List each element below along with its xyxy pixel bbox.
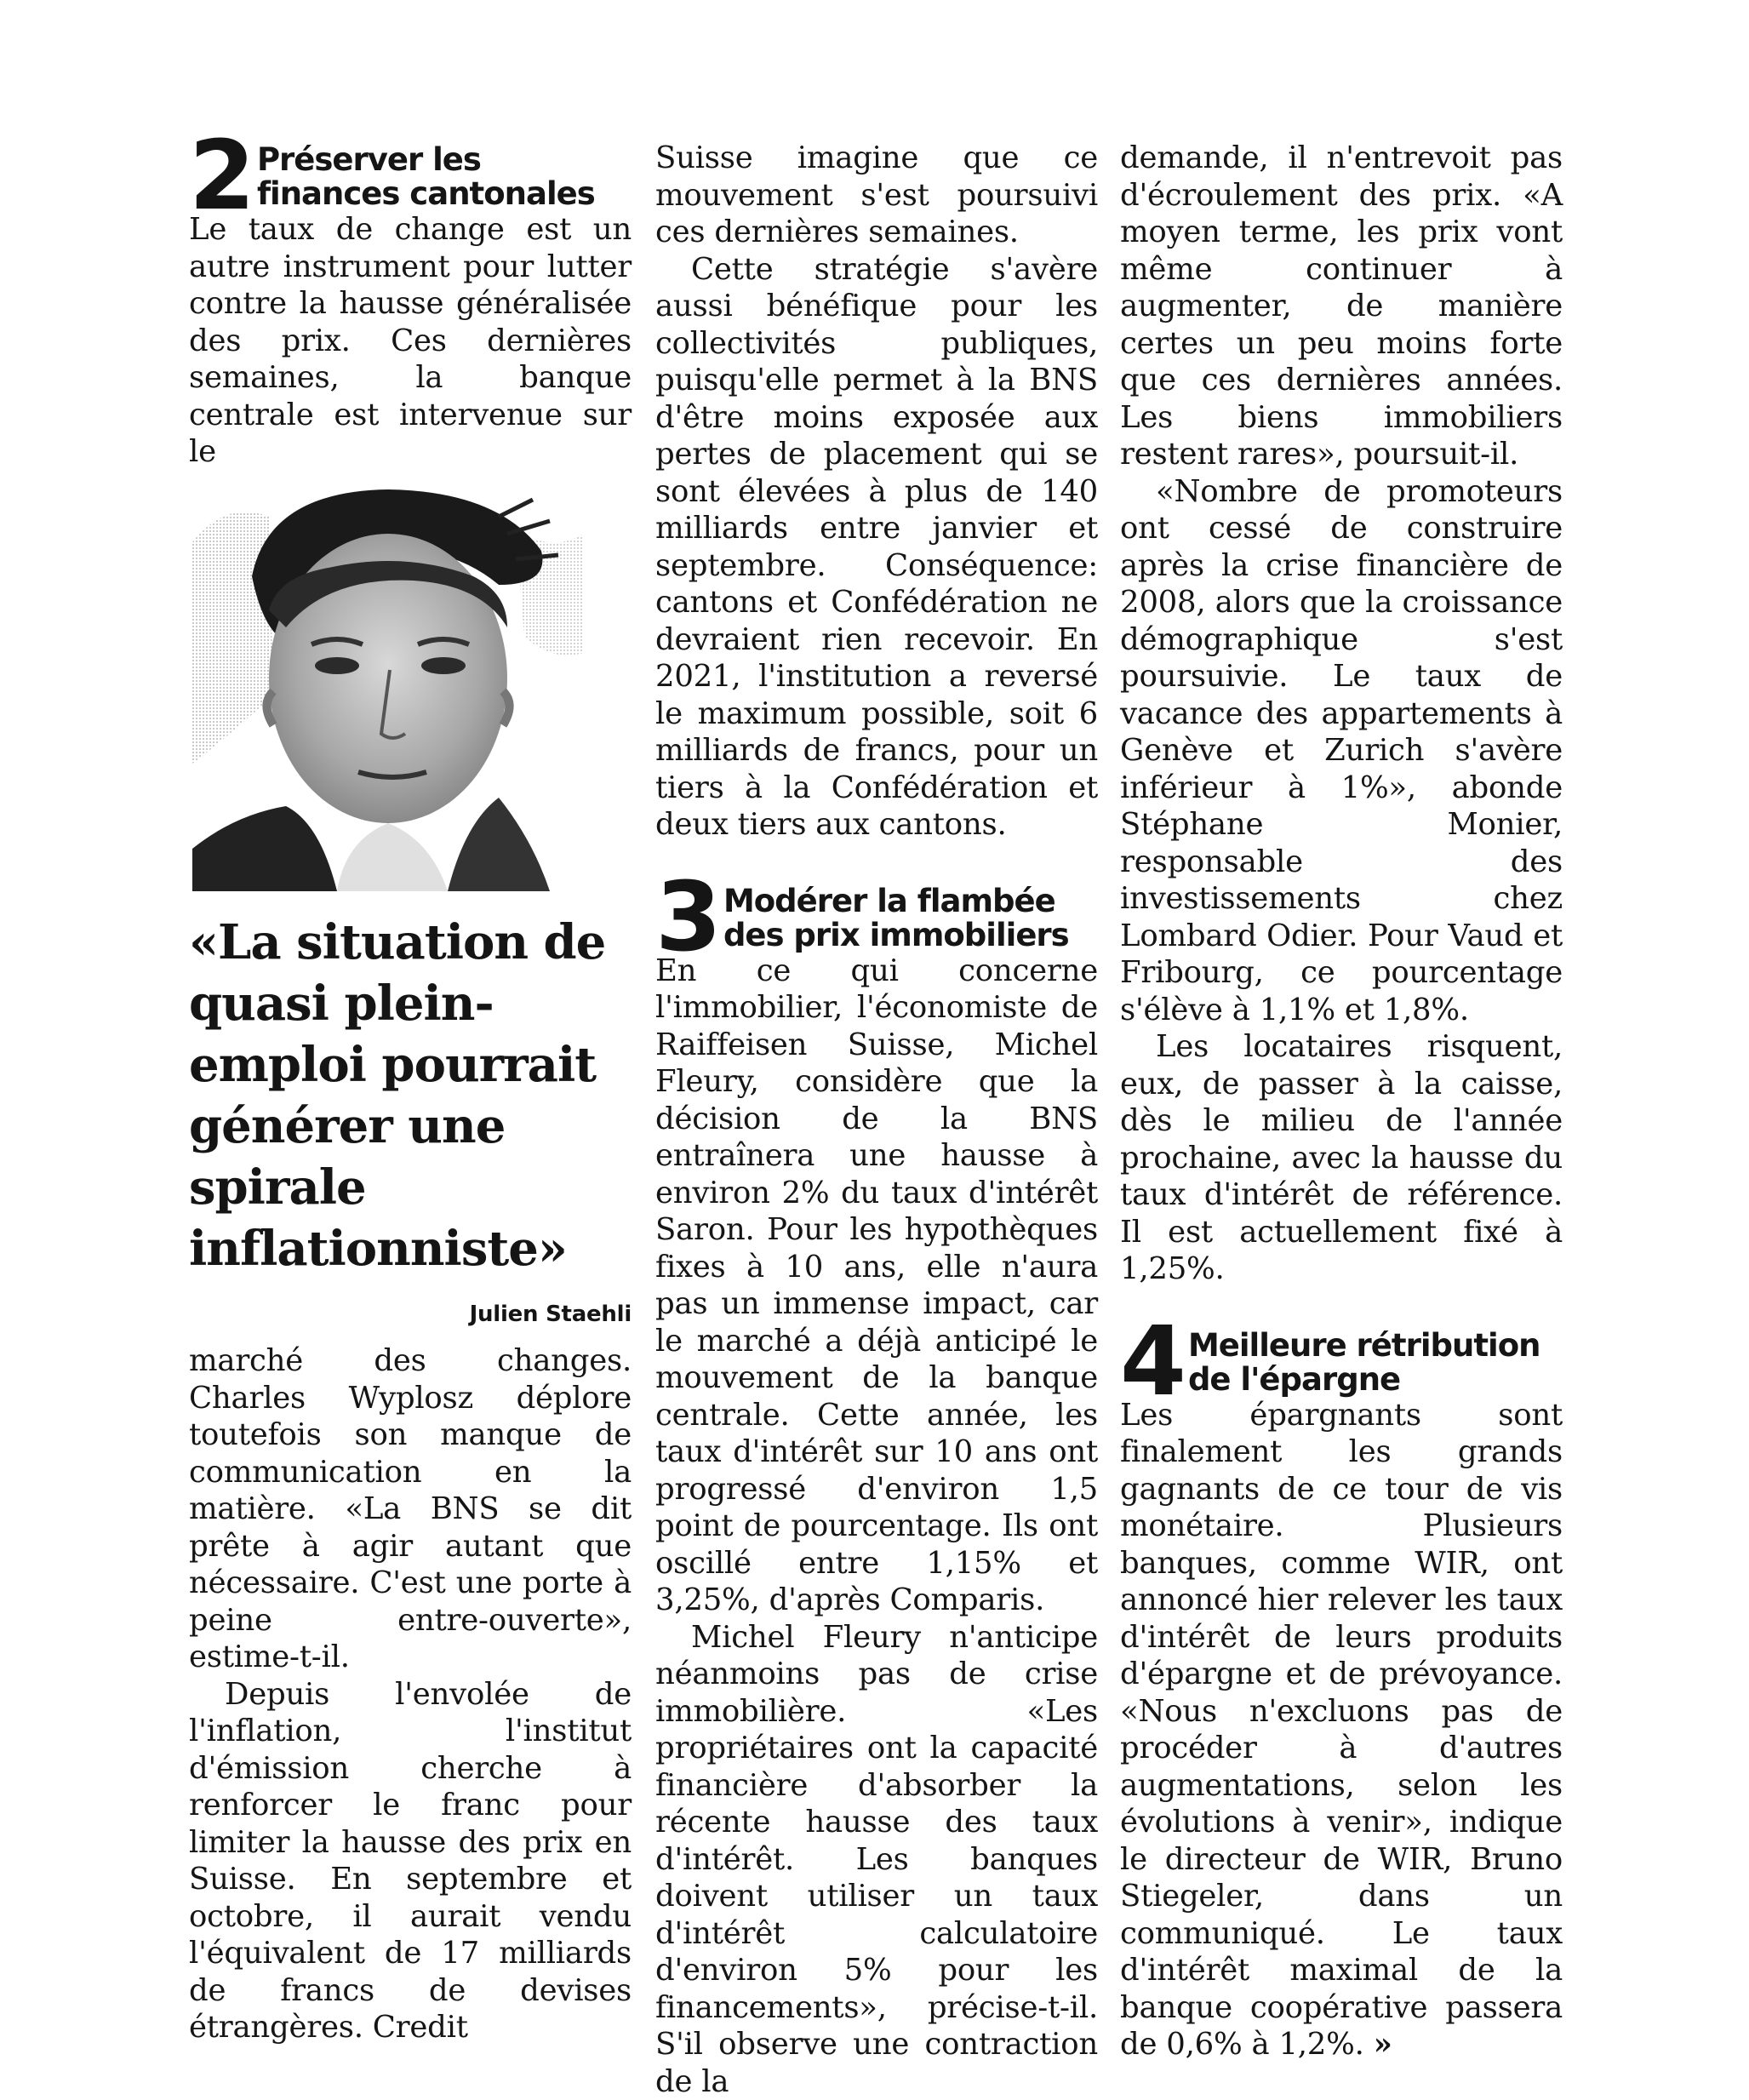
photo-credit: Julien Staehli (189, 1300, 632, 1329)
section-number: 2 (189, 141, 250, 211)
paragraph: En ce qui concerne l'immobilier, l'économiste de Raiffeisen Suisse, Michel Fleury, considère que la décision de la BNS entraînera une hausse à environ 2% du taux d'intérêt Saron. Pour les hypothèques fixes à 10 ans, elle n'aura pas un immense impact, car le marché a déjà anticipé le mouvement de la banque centrale. Cette année, les taux d'intérêt sur 10 ans ont progressé d'environ 1,5 point de pourcentage. Ils ont oscillé entre 1,15% et 3,25%, d'après Comparis. (655, 953, 1098, 1619)
section-title-line: des prix immobiliers (723, 918, 1069, 953)
paragraph: Suisse imagine que ce mouvement s'est poursuivi ces dernières semaines. (655, 140, 1098, 251)
section-title-line: finances cantonales (257, 177, 595, 211)
column-2 (655, 140, 1098, 2100)
paragraph: Depuis l'envolée de l'inflation, l'institut d'émission cherche à renforcer le franc pour limiter la hausse des prix en Suisse. En septembre et octobre, il aurait vendu l'équivalent de 17 milliards de francs de devises étrangères. Credit (189, 1676, 632, 2046)
column-3 (1120, 140, 1563, 2063)
paragraph: «Nombre de promoteurs ont cessé de construire après la crise financière de 2008, alors que la croissance démographique s'est poursuivie. Le taux de vacance des appartements à Genève et Zurich s'avère inférieur à 1%», abonde Stéphane Monier, responsable des investissements chez Lombard Odier. Pour Vaud et Fribourg, ce pourcentage s'élève à 1,1% et 1,8%. (1120, 473, 1563, 1029)
section-number: 3 (655, 883, 717, 953)
section-3-heading (655, 883, 1098, 953)
section-title (257, 143, 595, 211)
continued-arrow-icon: » (1374, 2027, 1392, 2062)
section-title-line: Modérer la flambée (723, 884, 1069, 918)
section-4-heading (1120, 1327, 1563, 1397)
spacer (655, 844, 1098, 881)
paragraph: Les locataires risquent, eux, de passer à la caisse, dès le milieu de l'année prochaine, avec la hausse du taux d'intérêt de référence. Il est actuellement fixé à 1,25%. (1120, 1028, 1563, 1288)
column-1 (189, 140, 632, 2046)
paragraph: marché des changes. Charles Wyplosz déplore toutefois son manque de communication en la matière. «La BNS se dit prête à agir autant que nécessaire. C'est une porte à peine entre-ouverte», estime-t-il. (189, 1342, 632, 1676)
section-title (723, 884, 1069, 953)
section-number: 4 (1120, 1327, 1181, 1397)
section-2-heading (189, 141, 632, 211)
paragraph: Le taux de change est un autre instrument pour lutter contre la hausse généralisée des prix. Ces dernières semaines, la banque centrale est intervenue sur le (189, 211, 632, 471)
paragraph-text: Les épargnants sont finalement les grands gagnants de ce tour de vis monétaire. Plusieurs banques, comme WIR, ont annoncé hier relever les taux d'intérêt de leurs produits d'épargne et de prévoyance. «Nous n'excluons pas de procéder à d'autres augmentations, selon les évolutions à venir», indique le directeur de WIR, Bruno Stiegeler, dans un communiqué. Le taux d'intérêt maximal de la banque coopérative passera de 0,6% à 1,2%. (1120, 1398, 1563, 2063)
section-title-line: Meilleure rétribution (1188, 1329, 1540, 1363)
pull-quote: «La situation de quasi plein-emploi pourrait générer une spirale inflationniste» (189, 912, 632, 1279)
paragraph (1120, 1397, 1563, 2063)
section-title (1188, 1329, 1540, 1397)
paragraph: Michel Fleury n'anticipe néanmoins pas de crise immobilière. «Les propriétaires ont la capacité financière d'absorber la récente hausse des taux d'intérêt. Les banques doivent utiliser un taux d'intérêt calculatoire d'environ 5% pour les financements», précise-t-il. S'il observe une contraction de la (655, 1619, 1098, 2100)
section-title-line: de l'épargne (1188, 1363, 1540, 1397)
spacer (1120, 1288, 1563, 1325)
paragraph: Cette stratégie s'avère aussi bénéfique pour les collectivités publiques, puisqu'elle permet à la BNS d'être moins exposée aux pertes de placement qui se sont élevées à plus de 140 milliards entre janvier et septembre. Conséquence: cantons et Confédération ne devraient rien recevoir. En 2021, l'institution a reversé le maximum possible, soit 6 milliards de francs, pour un tiers à la Confédération et deux tiers aux cantons. (655, 251, 1098, 844)
paragraph: demande, il n'entrevoit pas d'écroulement des prix. «A moyen terme, les prix vont même continuer à augmenter, de manière certes un peu moins forte que ces dernières années. Les biens immobiliers restent rares», poursuit-il. (1120, 140, 1563, 473)
portrait-photo (192, 483, 584, 891)
section-title-line: Préserver les (257, 143, 595, 177)
